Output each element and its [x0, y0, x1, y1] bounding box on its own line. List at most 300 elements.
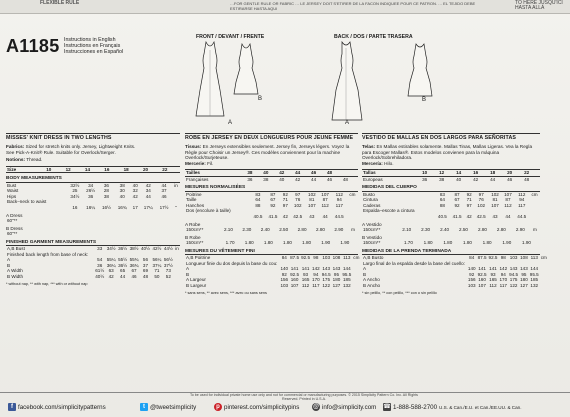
value-cell: 44 [120, 273, 126, 279]
notions-text: Thread. [26, 157, 43, 163]
row-label [185, 214, 250, 220]
notions-label: Notions: [6, 157, 26, 163]
value-cell: 107 [290, 282, 299, 288]
value-cell: 2.90 [334, 227, 344, 232]
value-cell: 38 [103, 193, 109, 199]
front-dress-drawing [190, 40, 290, 124]
table-row [6, 231, 180, 237]
value-cell: " [175, 205, 177, 210]
value-cell: 83 [255, 191, 261, 197]
gauge-note: …FOR GENTLE RULE OR FABRIC … LE JERSEY DOIT S'ETIRER DE LA FACON INDIQUEE POUR CE PATRON. … EL TEJIDO DEBE ESTIRARSE HASTA AQUI [230, 1, 476, 11]
value-cell: 92 [282, 191, 288, 197]
value-cell: 141 [301, 266, 310, 272]
merceria-text: Hilo. [384, 160, 394, 166]
french-mercerie [185, 161, 358, 166]
value-cell: 170 [312, 277, 320, 283]
spanish-title: VESTIDO DE MALLAS EN DOS LARGOS PARA SEÑORITAS [362, 135, 517, 141]
row-label: Poitrine [186, 191, 202, 197]
value-cell: 140 [280, 266, 289, 272]
value-cell: 95 [333, 271, 340, 277]
value-cell: 117 [518, 202, 526, 208]
english-notions [6, 157, 180, 162]
size-label: Françaises [186, 176, 209, 182]
size-label: Size [6, 166, 39, 173]
value-cell: 112 [335, 191, 343, 197]
value-cell [97, 218, 109, 224]
value-cell: cm [531, 191, 538, 197]
value-cell: 32 [132, 188, 138, 194]
value-cell: 17½ [159, 205, 169, 210]
value-cell: 117 [335, 202, 343, 208]
telas-text: En Mallas estirables solamente. Mallas Tinas, Mallas Ligeras. Vea la Regla para Escoger Mallas®. Estos modelos convienen para la máquina Overlock/Sobrehiladora. [362, 144, 533, 161]
row-label: A [186, 266, 190, 272]
row-label: B [363, 271, 367, 277]
value-cell: 165 [489, 277, 497, 283]
value-cell [536, 240, 540, 246]
value-cell: 64 [439, 197, 445, 203]
value-cell [156, 231, 168, 237]
value-cell: 107 [491, 202, 499, 208]
value-cell: 2.50 [279, 227, 289, 232]
unit-cell [175, 166, 180, 173]
value-cell: 92 [469, 271, 475, 277]
value-cell: 95.5 [342, 271, 352, 277]
row-label: A,B Busto [363, 255, 384, 260]
english-finished-heading: FINISHED GARMENT MEASUREMENTS [6, 240, 180, 246]
french-footnote: * sans sens, ** avec sens, *** avec ou sans sens [185, 290, 267, 295]
value-cell: 55¼ [106, 257, 116, 263]
row-label: 60"** [7, 231, 18, 236]
phone-link[interactable] [383, 403, 522, 411]
value-cell: 127 [332, 282, 341, 288]
value-cell: 94.5 [509, 271, 519, 277]
spanish-section [362, 131, 547, 296]
value-cell: 81 [492, 197, 498, 203]
spanish-finished-table [362, 255, 548, 289]
spanish-a-vestido-table [362, 227, 540, 233]
value-cell: 92.5 [301, 255, 311, 260]
value-cell: 93 [490, 271, 496, 277]
size-cell: 44 [490, 176, 496, 182]
size-cell: 44 [290, 170, 306, 177]
row-label: A,B Poitrine [186, 255, 211, 260]
back-view-letter-a: A [345, 120, 350, 126]
value-cell [85, 231, 97, 237]
value-cell: m [351, 227, 355, 232]
value-cell [540, 283, 548, 289]
size-cell: 38 [439, 176, 445, 182]
value-cell: 71 [466, 197, 472, 203]
row-label: Finished back length from base of neck: [7, 251, 89, 257]
value-cell: 87.5 [290, 255, 300, 260]
value-cell: 16¼ [86, 205, 96, 210]
value-cell: 87 [505, 197, 511, 203]
row-label: 150cm** [186, 240, 204, 245]
value-cell: 2.30 [421, 227, 431, 232]
english-body-table [6, 183, 180, 211]
size-cell: 36 [422, 176, 428, 182]
size-cell: 14 [78, 166, 97, 173]
value-cell [133, 231, 145, 237]
value-cell: 43 [309, 214, 315, 219]
value-cell: 16¾ [117, 205, 127, 210]
value-cell [97, 231, 109, 237]
value-cell: 40.5 [437, 214, 447, 219]
french-section [185, 131, 358, 296]
value-cell: 143 [322, 266, 330, 272]
email-link[interactable] [312, 403, 376, 411]
value-cell: 2.10 [223, 227, 233, 232]
value-cell: 94.5 [321, 271, 331, 277]
value-cell: 97 [478, 191, 484, 197]
french-a-robe: A Robe [185, 221, 201, 227]
value-cell: 98 [500, 255, 506, 260]
value-cell: 28 [103, 188, 109, 194]
value-cell: 1.80 [302, 240, 312, 245]
value-cell: 25 [72, 188, 78, 194]
front-view-letter-a: A [228, 120, 233, 126]
twitter-link[interactable] [140, 403, 196, 411]
value-cell: 32½ [70, 182, 80, 188]
english-pick-rule: See Pick-A-Knit® Rule. Suitable for Overlock/Serger. [6, 149, 116, 155]
size-label: Tailles [185, 170, 242, 177]
size-label: Tallas [362, 170, 416, 177]
value-cell: 2.40 [260, 227, 270, 232]
value-cell: 87 [270, 191, 276, 197]
instruction-languages [64, 37, 123, 56]
region-text: U.S. & Can./E.U. et Can./EE.UU. & Can. [439, 404, 522, 410]
value-cell: 44½ [163, 246, 173, 251]
value-cell: 2.40 [440, 227, 450, 232]
value-cell: 143 [509, 266, 518, 272]
value-cell: 112 [518, 191, 526, 197]
value-cell: 76 [295, 197, 301, 203]
value-cell: 37 [142, 262, 149, 268]
value-cell: 1.90 [522, 240, 531, 245]
value-cell: 42 [132, 193, 138, 199]
english-body-heading: BODY MEASUREMENTS [6, 176, 180, 182]
value-cell: 1.90 [502, 240, 512, 245]
size-label: Europeas [363, 176, 383, 182]
french-title: ROBE EN JERSEY EN DEUX LONGUEURS POUR JEUNE FEMME [185, 135, 354, 141]
gauge-left-label: FLEXIBLE RULE [40, 0, 80, 6]
value-cell: in [175, 246, 179, 251]
value-cell: 71 [282, 197, 288, 203]
value-cell: 92 [466, 191, 472, 197]
row-label: B Ancho [363, 282, 381, 288]
value-cell: 170 [499, 277, 508, 283]
value-cell: 117 [312, 282, 320, 288]
value-cell: 36 [97, 262, 103, 268]
value-cell: 1.80 [423, 240, 433, 245]
row-label: 60"** [7, 218, 18, 223]
value-cell: 64 [255, 197, 261, 203]
value-cell [354, 240, 358, 246]
value-cell [121, 231, 133, 237]
value-cell: 1.70 [225, 240, 235, 245]
divider [185, 133, 358, 134]
value-cell: 2.90 [515, 227, 525, 232]
value-cell: 38 [119, 182, 125, 188]
back-dress-drawing [330, 40, 450, 124]
spanish-b-vestido-table [362, 240, 540, 246]
value-cell [109, 218, 121, 224]
value-cell: 142 [312, 266, 320, 272]
value-cell: 92 [454, 202, 460, 208]
value-cell: 52 [165, 273, 171, 279]
french-size-table [185, 169, 358, 182]
spanish-telas [362, 144, 540, 160]
value-cell: 175 [322, 277, 330, 283]
value-cell: 41.5 [268, 214, 278, 219]
row-label: Bust [7, 182, 17, 188]
value-cell: 55¾ [129, 257, 139, 263]
table-row [185, 283, 360, 289]
value-cell: 2.80 [496, 227, 506, 232]
value-cell: 2.50 [459, 227, 468, 232]
value-cell: 87.5 [477, 255, 487, 260]
value-cell: 1.80 [462, 240, 472, 245]
unit-cell [353, 170, 358, 177]
french-b-robe-table [185, 240, 358, 246]
value-cell: 103 [509, 255, 518, 260]
value-cell: 141 [290, 266, 299, 272]
size-cell: 40 [279, 176, 285, 182]
value-cell: 95 [521, 271, 527, 277]
mercerie-label: Mercerie: [185, 160, 206, 166]
french-body-heading: MESURES NORMALISÉES [185, 185, 358, 191]
value-cell: 44.5 [517, 214, 527, 219]
email-text: info@simplicity.com [322, 403, 377, 411]
size-cell: 16 [97, 166, 116, 173]
table-row [362, 214, 540, 220]
size-cell: 46 [507, 176, 513, 182]
divider [362, 133, 540, 134]
value-cell: 107 [478, 282, 486, 288]
table-row [6, 218, 180, 224]
value-cell: 40.5 [253, 214, 263, 219]
english-a-dress: A Dress [6, 212, 23, 218]
value-cell: 88 [439, 202, 445, 208]
facebook-link[interactable] [8, 403, 106, 411]
twitter-text: @tweetsimplicity [150, 403, 197, 411]
row-label: Back–neck to waist [7, 199, 47, 205]
front-view-label: FRONT / DEVANT / FRENTE [196, 34, 265, 40]
value-cell: 42 [282, 214, 288, 219]
value-cell: 92 [281, 271, 287, 277]
value-cell: 127 [520, 282, 528, 288]
table-row [185, 214, 358, 220]
size-cell: 40 [456, 176, 462, 182]
spanish-size-table [362, 169, 540, 182]
row-label: Dos (encolure à taille) [186, 208, 231, 214]
value-cell: 102 [491, 191, 499, 197]
value-cell: 61½ [95, 268, 105, 274]
row-label: Largo final de la espalda desde la base del cuello: [363, 260, 465, 266]
value-cell: 34½ [106, 246, 116, 251]
size-cell: 10 [416, 170, 433, 177]
value-cell: 76 [478, 197, 484, 203]
value-cell: 40 [132, 182, 138, 188]
value-cell: 92.5 [477, 271, 487, 277]
facebook-text: facebook.com/simplicitypatterns [18, 403, 106, 411]
spanish-footnote: * sin pelillo, ** con pelillo, *** con o sin pelillo [362, 290, 437, 295]
row-label: B [7, 262, 11, 268]
value-cell: 1.80 [283, 240, 292, 245]
front-view-letter-b: B [258, 96, 263, 102]
value-cell [121, 218, 133, 224]
table-row [362, 283, 548, 289]
size-cell: 46 [306, 170, 322, 177]
value-cell: 37½ [163, 262, 173, 268]
size-cell: 42 [473, 176, 479, 182]
row-label: A Ancho [363, 277, 380, 283]
row-label: Caderas [363, 202, 381, 208]
value-cell: 44.5 [334, 214, 344, 219]
instr-french: Instructions en Français [64, 43, 121, 50]
row-label [6, 205, 67, 211]
spanish-body-table [362, 192, 540, 220]
table-row [185, 240, 358, 246]
size-cell: 20 [501, 170, 518, 177]
value-cell: 88 [255, 202, 261, 208]
value-cell: 30 [119, 188, 125, 194]
size-header-row [6, 166, 180, 173]
value-cell: 46 [131, 273, 137, 279]
value-cell: 1.80 [443, 240, 453, 245]
value-cell: 95.5 [529, 271, 539, 277]
size-cell: 14 [450, 170, 467, 177]
row-label [362, 214, 435, 220]
value-cell: 73 [165, 268, 171, 274]
value-cell [144, 218, 156, 224]
value-cell: 42.5 [476, 214, 486, 219]
value-cell: 36 [103, 182, 109, 188]
value-cell: 107 [321, 191, 329, 197]
french-b-robe: B Robe [185, 234, 201, 240]
unit-cell [353, 176, 358, 182]
row-label: A [7, 257, 11, 263]
unit-cell [535, 176, 540, 182]
size-cell: 42 [295, 176, 301, 182]
size-cell: 48 [524, 176, 530, 182]
value-cell: 67 [454, 197, 460, 203]
phone-text: 1-888-588-2700 [393, 403, 438, 411]
english-title: MISSES' KNIT DRESS IN TWO LENGTHS [6, 135, 112, 141]
gauge-right-label: TO HERE JUSQU'ICI HASTA ALLÁ [515, 0, 563, 11]
size-header-row [362, 170, 540, 177]
value-cell: 113 [530, 255, 538, 260]
french-tissus [185, 144, 358, 160]
value-cell: 103 [280, 282, 289, 288]
value-cell: 113 [343, 255, 351, 260]
value-cell: 92.5 [488, 255, 498, 260]
row-label: Hanches [186, 202, 205, 208]
tissus-text: En Jerseys extensibles seulement. Jersey fin, Jerseys légers. Voyez la Règle pour Choisir un Jersey®. Ces modèles conviennent pour la machine Overlock/Surjeteuse. [185, 144, 350, 161]
row-label: B [186, 271, 190, 277]
value-cell: 17 [132, 205, 138, 210]
value-cell: 44 [161, 182, 167, 188]
value-cell: 17¼ [143, 205, 153, 210]
pinterest-link[interactable] [214, 403, 299, 411]
size-cell: 44 [311, 176, 317, 182]
value-cell: 160 [290, 277, 299, 283]
english-b-dress-table [6, 231, 180, 237]
row-label: 150cm** [363, 227, 381, 232]
size-cell: 38 [263, 176, 269, 182]
value-cell: 55½ [118, 257, 128, 263]
value-cell: 94 [500, 271, 506, 277]
spanish-body-heading: MEDIDAS DEL CUERPO [362, 185, 540, 191]
value-cell: 34½ [70, 193, 80, 199]
english-section [6, 131, 180, 287]
value-cell: 83 [439, 191, 445, 197]
value-cell: 34 [88, 182, 94, 188]
value-cell: 102 [477, 202, 486, 208]
value-cell: 50 [154, 273, 160, 279]
value-cell: 54 [97, 257, 103, 263]
english-b-dress: B Dress [6, 225, 23, 231]
size-cell: 16 [467, 170, 484, 177]
value-cell: 160 [478, 277, 486, 283]
value-cell [85, 218, 97, 224]
value-cell: 84 [281, 255, 287, 260]
value-cell: 71 [154, 268, 160, 274]
value-cell: 67 [270, 197, 276, 203]
size-cell: 12 [433, 170, 450, 177]
fabrics-text: Sized for stretch knits only. Jersey, Lightweight Knits. [25, 144, 136, 150]
value-cell: 43 [492, 214, 498, 219]
value-cell: 93 [302, 271, 309, 277]
row-label: Cintura [363, 197, 378, 203]
size-cell: 48 [342, 176, 348, 182]
size-cell: 10 [39, 166, 58, 173]
size-header-row [185, 170, 358, 177]
value-cell: 48 [142, 273, 149, 279]
row-label: Longueur finie du dos depuis la base du cou: [186, 260, 278, 266]
tissus-label: Tissus: [185, 144, 202, 150]
value-cell: 44 [322, 214, 328, 219]
value-cell: in [174, 182, 178, 188]
value-cell: cm [540, 255, 547, 260]
size-cell: 22 [518, 170, 535, 177]
value-cell: 1.80 [263, 240, 273, 245]
value-cell: 16½ [101, 205, 111, 210]
table-row [362, 240, 540, 246]
value-cell: 97 [282, 202, 288, 208]
phone-icon: ☎ [383, 404, 391, 410]
value-cell: 98 [313, 255, 319, 260]
value-cell: 2.80 [297, 227, 307, 232]
value-cell [168, 218, 180, 224]
row-label: B Width [7, 273, 24, 279]
value-cell: 112 [321, 202, 329, 208]
row-label: Busto [363, 191, 375, 197]
value-cell: 107 [504, 191, 512, 197]
value-cell: 92 [270, 202, 276, 208]
value-cell: 33 [97, 246, 103, 251]
value-cell: 36½ [118, 246, 128, 251]
value-cell: 41.5 [452, 214, 462, 219]
french-body-table [185, 192, 358, 220]
divider [6, 133, 180, 134]
value-cell: 112 [301, 282, 310, 288]
value-cell: 108 [520, 255, 528, 260]
value-cell: 1.80 [482, 240, 492, 245]
value-cell: 107 [308, 202, 316, 208]
value-cell: 46 [161, 193, 167, 199]
row-label: Hips [7, 193, 17, 199]
